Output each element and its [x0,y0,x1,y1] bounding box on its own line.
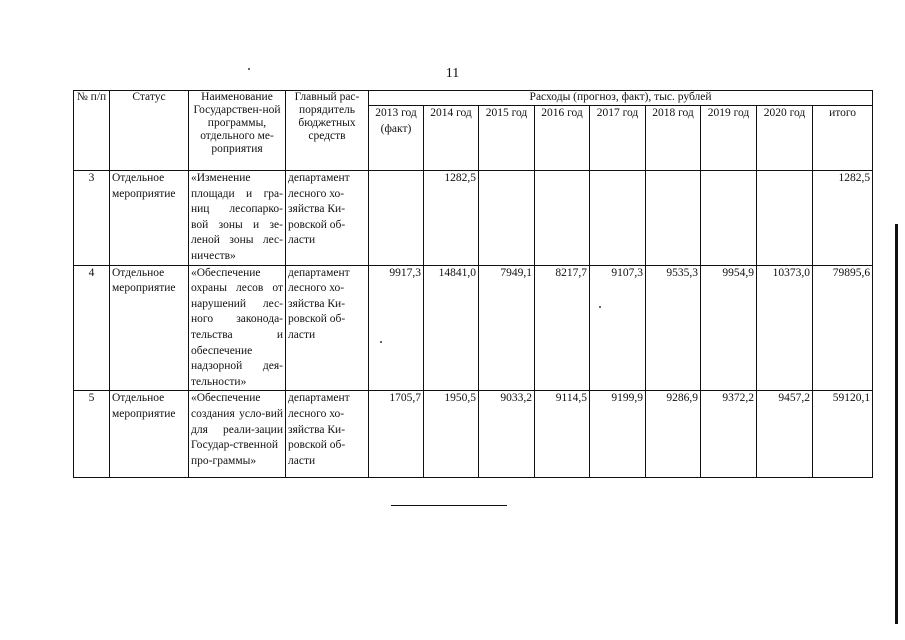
value-cell: 9372,2 [701,391,757,478]
header-manager: Главный рас-порядитель бюджетных средств [286,91,369,171]
header-year: 2018 год [646,106,701,171]
row-manager: департамент лесного хо-зяйства Ки-ровской об-ласти [286,171,369,266]
header-year: 2020 год [757,106,813,171]
row-name: «Обеспечение охраны лесов от нарушений лес-ного законода-тельства и обеспечение надзорной дея-тельности» [189,265,286,391]
footer-divider [391,505,507,506]
value-cell: 9954,9 [701,265,757,391]
row-number: 4 [74,265,110,391]
value-cell [701,171,757,266]
scan-speck [380,341,382,343]
value-cell [757,171,813,266]
value-cell: 9535,3 [646,265,701,391]
value-cell [369,171,424,266]
header-num: № п/п [74,91,110,171]
value-cell: 9457,2 [757,391,813,478]
header-total: итого [813,106,873,171]
value-cell [479,171,535,266]
value-cell: 9286,9 [646,391,701,478]
scan-edge-mark [895,224,898,624]
row-name: «Обеспечение создания усло-вий для реали-зации Государ-ственной про-граммы» [189,391,286,478]
value-cell: 9114,5 [535,391,590,478]
value-cell: 9033,2 [479,391,535,478]
table-row [74,265,873,391]
value-cell: 7949,1 [479,265,535,391]
value-cell: 8217,7 [535,265,590,391]
row-name: «Изменение площади и гра-ниц лесопарко-вой зоны и зе-леной зоны лес-ничеств» [189,171,286,266]
header-status: Статус [110,91,189,171]
table-row [74,391,873,478]
value-cell [646,171,701,266]
header-year: 2017 год [590,106,646,171]
header-expenses: Расходы (прогноз, факт), тыс. рублей [369,91,873,106]
table-header-row [74,91,873,106]
value-cell: 14841,0 [424,265,479,391]
value-cell [590,171,646,266]
total-cell: 79895,6 [813,265,873,391]
value-cell: 9199,9 [590,391,646,478]
value-cell: 1705,7 [369,391,424,478]
value-cell: 10373,0 [757,265,813,391]
scan-speck [599,306,601,308]
total-cell: 59120,1 [813,391,873,478]
value-cell [535,171,590,266]
table-row [74,171,873,266]
header-year: 2015 год [479,106,535,171]
row-manager: департамент лесного хо-зяйства Ки-ровской об-ласти [286,391,369,478]
value-cell: 1282,5 [424,171,479,266]
budget-table [73,90,873,478]
header-year: 2014 год [424,106,479,171]
header-year: 2019 год [701,106,757,171]
row-number: 5 [74,391,110,478]
total-cell: 1282,5 [813,171,873,266]
header-year: 2013 год (факт) [369,106,424,171]
row-manager: департамент лесного хо-зяйства Ки-ровской об-ласти [286,265,369,391]
scan-speck [248,68,250,70]
row-status: Отдельное мероприятие [110,265,189,391]
header-year: 2016 год [535,106,590,171]
row-status: Отдельное мероприятие [110,391,189,478]
value-cell: 9107,3 [590,265,646,391]
header-name: Наименование Государствен-ной программы, отдельного ме-роприятия [189,91,286,171]
value-cell: 9917,3 [369,265,424,391]
row-number: 3 [74,171,110,266]
row-status: Отдельное мероприятие [110,171,189,266]
value-cell: 1950,5 [424,391,479,478]
page-number: 11 [445,66,460,81]
